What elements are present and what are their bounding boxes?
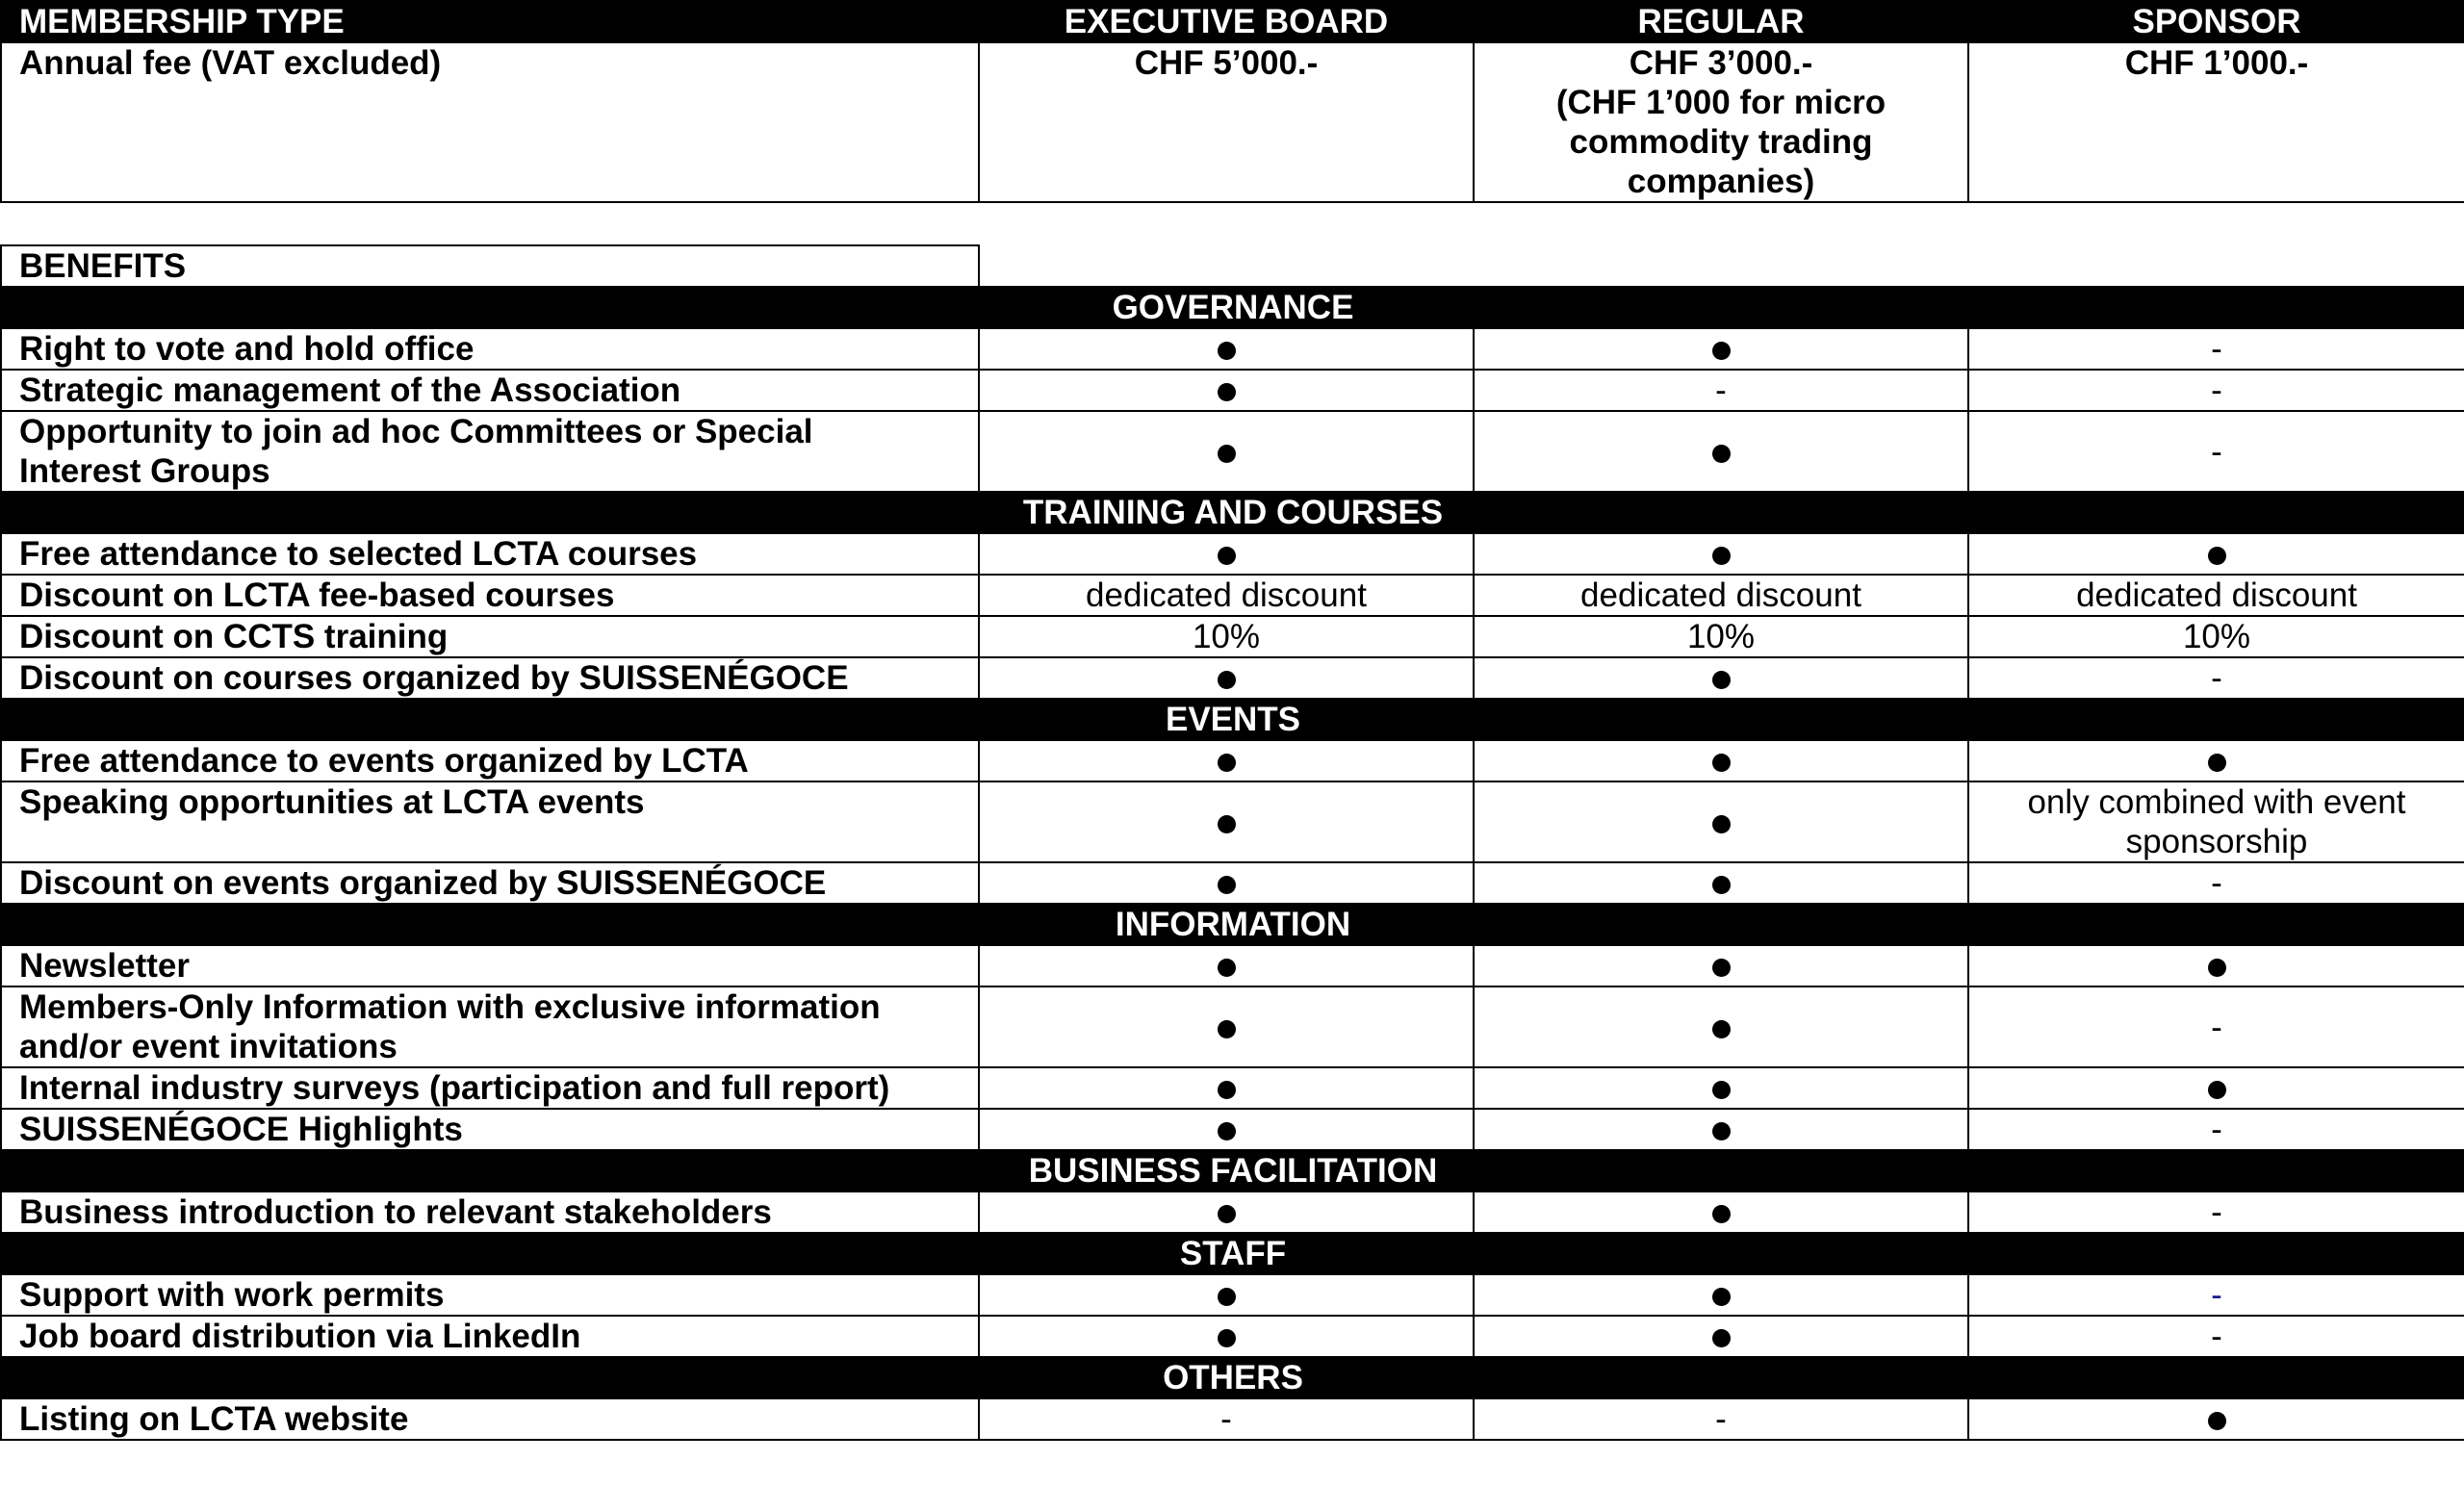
executive-value bbox=[979, 411, 1474, 492]
table-row bbox=[1, 1067, 2464, 1109]
executive-value bbox=[979, 862, 1474, 904]
executive-value bbox=[979, 328, 1474, 370]
regular-value bbox=[1474, 945, 1968, 986]
benefit-label: Job board distribution via LinkedIn bbox=[1, 1316, 979, 1357]
regular-value bbox=[1474, 411, 1968, 492]
regular-value bbox=[1474, 1109, 1968, 1150]
table-row bbox=[1, 657, 2464, 699]
section-header bbox=[1, 1357, 2464, 1398]
executive-value bbox=[979, 740, 1474, 781]
regular-value bbox=[1474, 533, 1968, 575]
bullet-icon bbox=[1218, 754, 1236, 772]
benefit-label bbox=[1, 411, 979, 492]
annual-fee-label: Annual fee (VAT excluded) bbox=[1, 42, 979, 202]
executive-value bbox=[979, 1191, 1474, 1233]
bullet-icon bbox=[2208, 1081, 2226, 1099]
annual-fee-regular-line: companies) bbox=[1627, 163, 1815, 200]
regular-value: dedicated discount bbox=[1474, 575, 1968, 616]
bullet-icon bbox=[1218, 383, 1236, 401]
sponsor-value: - bbox=[1968, 1191, 2464, 1233]
executive-value: - bbox=[979, 1398, 1474, 1440]
table-row bbox=[1, 1398, 2464, 1440]
sponsor-value: 10% bbox=[1968, 616, 2464, 657]
membership-fee-table bbox=[0, 0, 2464, 203]
regular-value bbox=[1474, 1316, 1968, 1357]
benefit-label: Discount on events organized by SUISSENÉGOCE bbox=[1, 862, 979, 904]
benefit-label: Discount on CCTS training bbox=[1, 616, 979, 657]
table-row bbox=[1, 862, 2464, 904]
sponsor-value bbox=[1968, 1067, 2464, 1109]
benefit-label: Newsletter bbox=[1, 945, 979, 986]
annual-fee-executive: CHF 5’000.- bbox=[979, 42, 1474, 202]
table-row bbox=[1, 533, 2464, 575]
section-header bbox=[1, 1150, 2464, 1191]
bullet-icon bbox=[1712, 1020, 1731, 1038]
section-header bbox=[1, 1233, 2464, 1274]
executive-value bbox=[979, 1274, 1474, 1316]
regular-value bbox=[1474, 657, 1968, 699]
bullet-icon bbox=[1218, 1122, 1236, 1140]
benefit-label-line: Opportunity to join ad hoc Committees or Special bbox=[19, 413, 813, 450]
section-header bbox=[1, 699, 2464, 740]
sponsor-dash: - bbox=[2211, 1276, 2222, 1314]
table-row bbox=[1, 945, 2464, 986]
bullet-icon bbox=[1712, 671, 1731, 689]
table-row bbox=[1, 1191, 2464, 1233]
bullet-icon bbox=[1218, 1020, 1236, 1038]
benefit-label: Business introduction to relevant stakeholders bbox=[1, 1191, 979, 1233]
benefit-label: Right to vote and hold office bbox=[1, 328, 979, 370]
sponsor-value: - bbox=[1968, 1316, 2464, 1357]
bullet-icon bbox=[1712, 445, 1731, 463]
section-staff: STAFF bbox=[1, 1233, 2464, 1274]
executive-value bbox=[979, 1067, 1474, 1109]
regular-value bbox=[1474, 1274, 1968, 1316]
sponsor-value: - bbox=[1968, 986, 2464, 1067]
bullet-icon bbox=[1712, 342, 1731, 360]
bullet-icon bbox=[1712, 876, 1731, 894]
section-governance: GOVERNANCE bbox=[1, 287, 2464, 328]
sponsor-value bbox=[1968, 781, 2464, 862]
section-events: EVENTS bbox=[1, 699, 2464, 740]
executive-value bbox=[979, 657, 1474, 699]
bullet-icon bbox=[1218, 1288, 1236, 1306]
benefit-label: Listing on LCTA website bbox=[1, 1398, 979, 1440]
bullet-icon bbox=[2208, 754, 2226, 772]
table-row bbox=[1, 781, 2464, 862]
sponsor-value: - bbox=[1968, 370, 2464, 411]
benefit-label: Speaking opportunities at LCTA events bbox=[1, 781, 979, 862]
sponsor-value bbox=[1968, 533, 2464, 575]
benefit-label: Support with work permits bbox=[1, 1274, 979, 1316]
benefit-label: Free attendance to selected LCTA courses bbox=[1, 533, 979, 575]
sponsor-value bbox=[1968, 740, 2464, 781]
bullet-icon bbox=[1218, 445, 1236, 463]
sponsor-value: - bbox=[1968, 411, 2464, 492]
table-row bbox=[1, 328, 2464, 370]
benefit-label bbox=[1, 986, 979, 1067]
benefit-label-line: Interest Groups bbox=[19, 452, 270, 490]
table-row bbox=[1, 986, 2464, 1067]
benefits-title: BENEFITS bbox=[1, 245, 979, 287]
bullet-icon bbox=[1218, 671, 1236, 689]
bullet-icon bbox=[1218, 1205, 1236, 1223]
bullet-icon bbox=[1712, 1329, 1731, 1347]
executive-value: 10% bbox=[979, 616, 1474, 657]
bullet-icon bbox=[1712, 1205, 1731, 1223]
table-row bbox=[1, 1109, 2464, 1150]
sponsor-value: - bbox=[1968, 328, 2464, 370]
table-row bbox=[1, 1316, 2464, 1357]
sponsor-value bbox=[1968, 945, 2464, 986]
executive-value bbox=[979, 533, 1474, 575]
bullet-icon bbox=[1712, 1122, 1731, 1140]
bullet-icon bbox=[2208, 959, 2226, 977]
sponsor-value-line: only combined with event bbox=[2027, 783, 2406, 821]
regular-value: - bbox=[1474, 370, 1968, 411]
bullet-icon bbox=[1712, 754, 1731, 772]
sponsor-value bbox=[1968, 1274, 2464, 1316]
benefit-label: SUISSENÉGOCE Highlights bbox=[1, 1109, 979, 1150]
regular-value bbox=[1474, 1191, 1968, 1233]
bullet-icon bbox=[2208, 547, 2226, 565]
table-row bbox=[1, 740, 2464, 781]
benefit-label: Free attendance to events organized by LCTA bbox=[1, 740, 979, 781]
section-header bbox=[1, 904, 2464, 945]
executive-value bbox=[979, 945, 1474, 986]
benefits-table bbox=[0, 244, 2464, 1441]
header-executive-board: EXECUTIVE BOARD bbox=[979, 1, 1474, 42]
table-row bbox=[1, 370, 2464, 411]
table-row bbox=[1, 616, 2464, 657]
bullet-icon bbox=[1218, 547, 1236, 565]
regular-value bbox=[1474, 328, 1968, 370]
annual-fee-row bbox=[1, 42, 2464, 202]
sponsor-value: - bbox=[1968, 862, 2464, 904]
executive-value: dedicated discount bbox=[979, 575, 1474, 616]
bullet-icon bbox=[1712, 959, 1731, 977]
sponsor-value: - bbox=[1968, 657, 2464, 699]
section-information: INFORMATION bbox=[1, 904, 2464, 945]
executive-value bbox=[979, 370, 1474, 411]
executive-value bbox=[979, 1109, 1474, 1150]
section-others: OTHERS bbox=[1, 1357, 2464, 1398]
bullet-icon bbox=[1712, 1081, 1731, 1099]
regular-value bbox=[1474, 781, 1968, 862]
bullet-icon bbox=[1712, 1288, 1731, 1306]
benefit-label: Discount on LCTA fee-based courses bbox=[1, 575, 979, 616]
regular-value: - bbox=[1474, 1398, 1968, 1440]
executive-value bbox=[979, 986, 1474, 1067]
sponsor-value-line: sponsorship bbox=[2125, 823, 2308, 860]
executive-value bbox=[979, 781, 1474, 862]
bullet-icon bbox=[1218, 342, 1236, 360]
sponsor-value: dedicated discount bbox=[1968, 575, 2464, 616]
benefit-label: Discount on courses organized by SUISSENÉGOCE bbox=[1, 657, 979, 699]
section-header bbox=[1, 492, 2464, 533]
header-membership-type: MEMBERSHIP TYPE bbox=[1, 1, 979, 42]
regular-value bbox=[1474, 862, 1968, 904]
section-training: TRAINING AND COURSES bbox=[1, 492, 2464, 533]
table-row bbox=[1, 575, 2464, 616]
annual-fee-regular-line: (CHF 1’000 for micro bbox=[1555, 84, 1886, 121]
annual-fee-regular-line: commodity trading bbox=[1569, 123, 1873, 161]
regular-value bbox=[1474, 986, 1968, 1067]
membership-header-row bbox=[1, 1, 2464, 42]
annual-fee-sponsor: CHF 1’000.- bbox=[1968, 42, 2464, 202]
benefit-label-line: and/or event invitations bbox=[19, 1028, 398, 1065]
benefit-label: Strategic management of the Association bbox=[1, 370, 979, 411]
bullet-icon bbox=[1218, 959, 1236, 977]
bullet-icon bbox=[1712, 547, 1731, 565]
benefits-title-row bbox=[1, 245, 2464, 287]
benefit-label: Internal industry surveys (participation and full report) bbox=[1, 1067, 979, 1109]
bullet-icon bbox=[1712, 815, 1731, 833]
section-header bbox=[1, 287, 2464, 328]
sponsor-value: - bbox=[1968, 1109, 2464, 1150]
bullet-icon bbox=[1218, 815, 1236, 833]
regular-value bbox=[1474, 740, 1968, 781]
bullet-icon bbox=[1218, 1081, 1236, 1099]
regular-value: 10% bbox=[1474, 616, 1968, 657]
annual-fee-regular-line: CHF 3’000.- bbox=[1629, 44, 1813, 82]
table-row bbox=[1, 1274, 2464, 1316]
header-regular: REGULAR bbox=[1474, 1, 1968, 42]
executive-value bbox=[979, 1316, 1474, 1357]
section-business-facilitation: BUSINESS FACILITATION bbox=[1, 1150, 2464, 1191]
benefit-label-line: Members-Only Information with exclusive information bbox=[19, 988, 881, 1026]
sponsor-value bbox=[1968, 1398, 2464, 1440]
bullet-icon bbox=[1218, 1329, 1236, 1347]
table-row bbox=[1, 411, 2464, 492]
header-sponsor: SPONSOR bbox=[1968, 1, 2464, 42]
bullet-icon bbox=[1218, 876, 1236, 894]
regular-value bbox=[1474, 1067, 1968, 1109]
bullet-icon bbox=[2208, 1412, 2226, 1430]
annual-fee-regular bbox=[1474, 42, 1968, 202]
